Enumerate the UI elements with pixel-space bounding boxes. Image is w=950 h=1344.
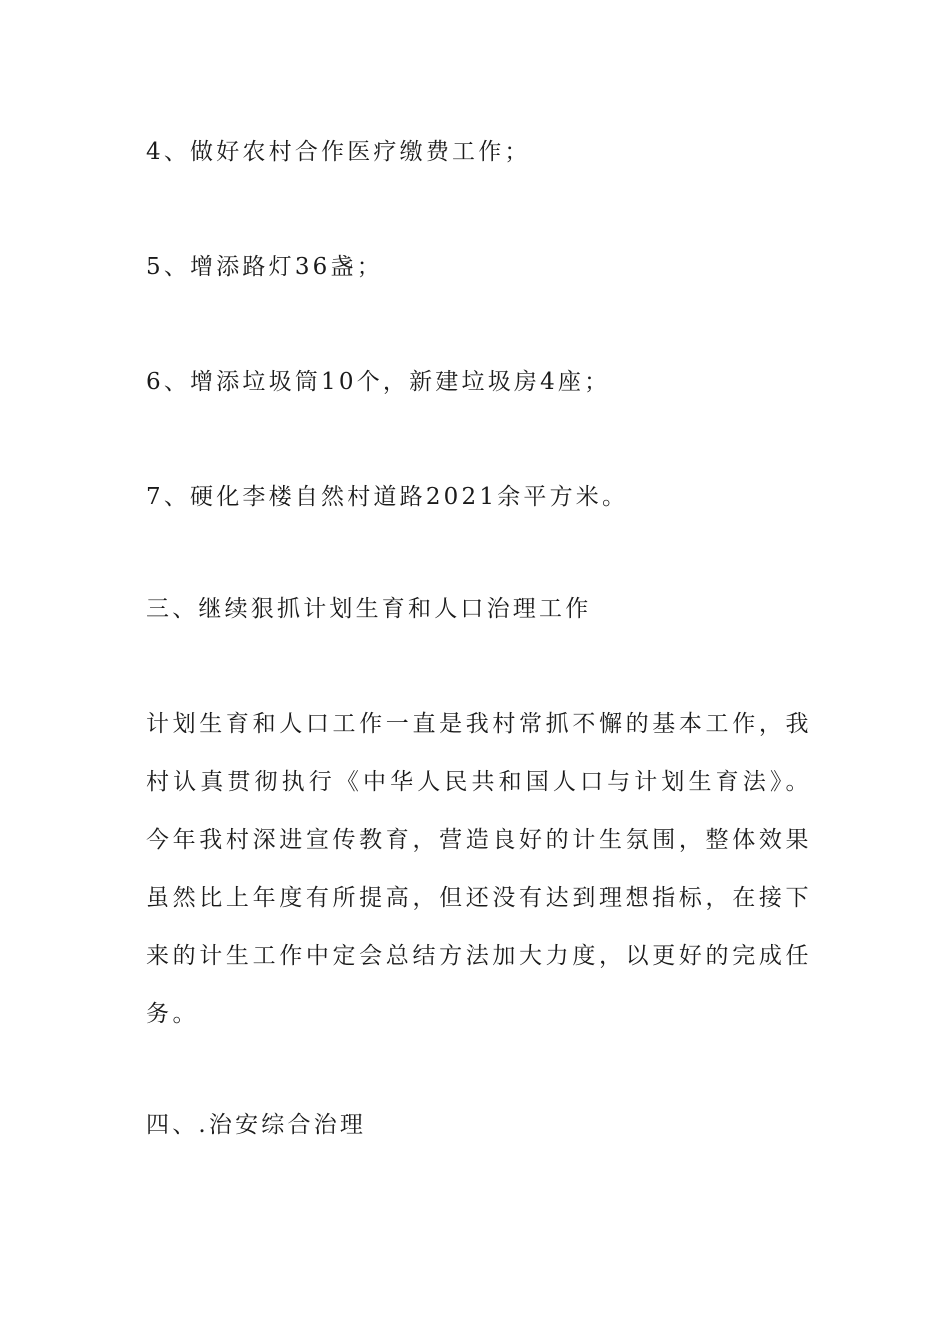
section-4-heading: 四、.治安综合治理 <box>146 1112 367 1138</box>
list-item-5: 5、增添路灯36盏； <box>146 254 383 280</box>
section-3-heading: 三、继续狠抓计划生育和人口治理工作 <box>146 596 592 622</box>
list-item-4: 4、做好农村合作医疗缴费工作； <box>146 139 531 165</box>
list-item-7: 7、硬化李楼自然村道路2021余平方米。 <box>146 484 629 510</box>
list-item-6: 6、增添垃圾筒10个，新建垃圾房4座； <box>146 369 611 395</box>
section-3-paragraph: 计划生育和人口工作一直是我村常抓不懈的基本工作，我村认真贯彻执行《中华人民共和国人口与计划生育法》。今年我村深进宣传教育，营造良好的计生氛围，整体效果虽然比上年度有所提高，但还没有达到理想指标，在接下来的计生工作中定会总结方法加大力度，以更好的完成任务。 <box>146 711 812 1027</box>
